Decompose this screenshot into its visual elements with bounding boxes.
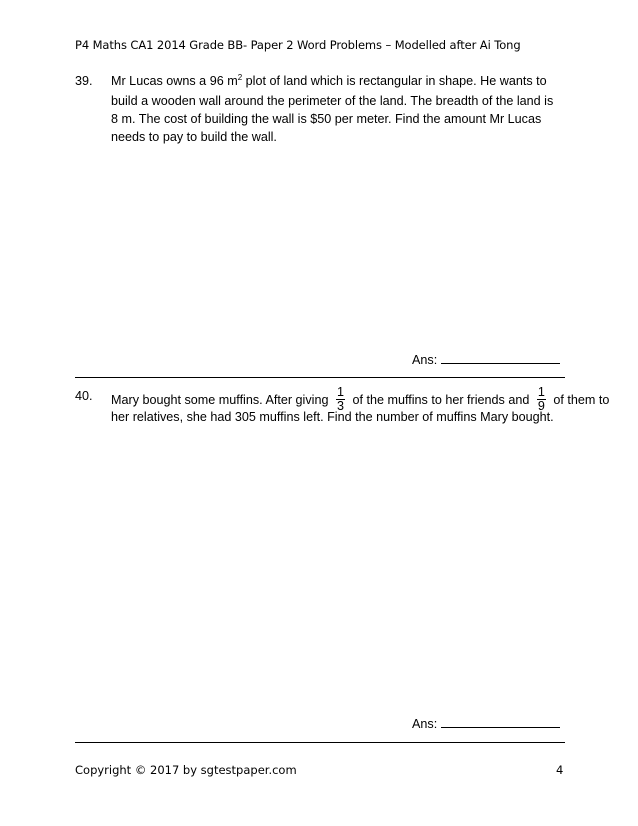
page-number: 4: [556, 763, 564, 777]
fraction-numerator: 1: [336, 385, 344, 399]
answer-line-40: [412, 715, 560, 731]
question-text-line: her relatives, she had 305 muffins left. Find the number of muffins Mary bought.: [111, 410, 554, 424]
answer-label: Ans:: [412, 717, 438, 731]
question-text-part: Mr Lucas owns a 96 m: [111, 74, 238, 88]
fraction-denominator: 3: [336, 399, 344, 413]
divider: [75, 742, 565, 743]
answer-blank[interactable]: [441, 351, 560, 364]
question-text-part: of the muffins to her friends and: [352, 392, 530, 407]
question-number: 40.: [75, 389, 93, 403]
fraction-denominator: 9: [537, 399, 545, 413]
answer-blank[interactable]: [441, 715, 560, 728]
page-header: P4 Maths CA1 2014 Grade BB- Paper 2 Word Problems – Modelled after Ai Tong: [75, 38, 521, 52]
fraction-numerator: 1: [537, 385, 545, 399]
question-text-part: of them to: [553, 392, 610, 407]
divider: [75, 377, 565, 378]
question-text-part: Mary bought some muffins. After giving: [111, 392, 329, 407]
question-text: [111, 72, 563, 146]
superscript: 2: [237, 73, 243, 82]
question-number: 39.: [75, 74, 93, 88]
footer-copyright: Copyright © 2017 by sgtestpaper.com: [75, 763, 297, 777]
question-text-part: plot of land which is rectangular in shape. He wants to build a wooden wall around the perimeter of the land. The breadth of the land is 8 m. The cost of building the wall is $50 per meter. Find the amount Mr Lucas needs to pay to build the wall.: [111, 74, 554, 144]
answer-line-39: [412, 351, 560, 367]
answer-label: Ans:: [412, 353, 438, 367]
